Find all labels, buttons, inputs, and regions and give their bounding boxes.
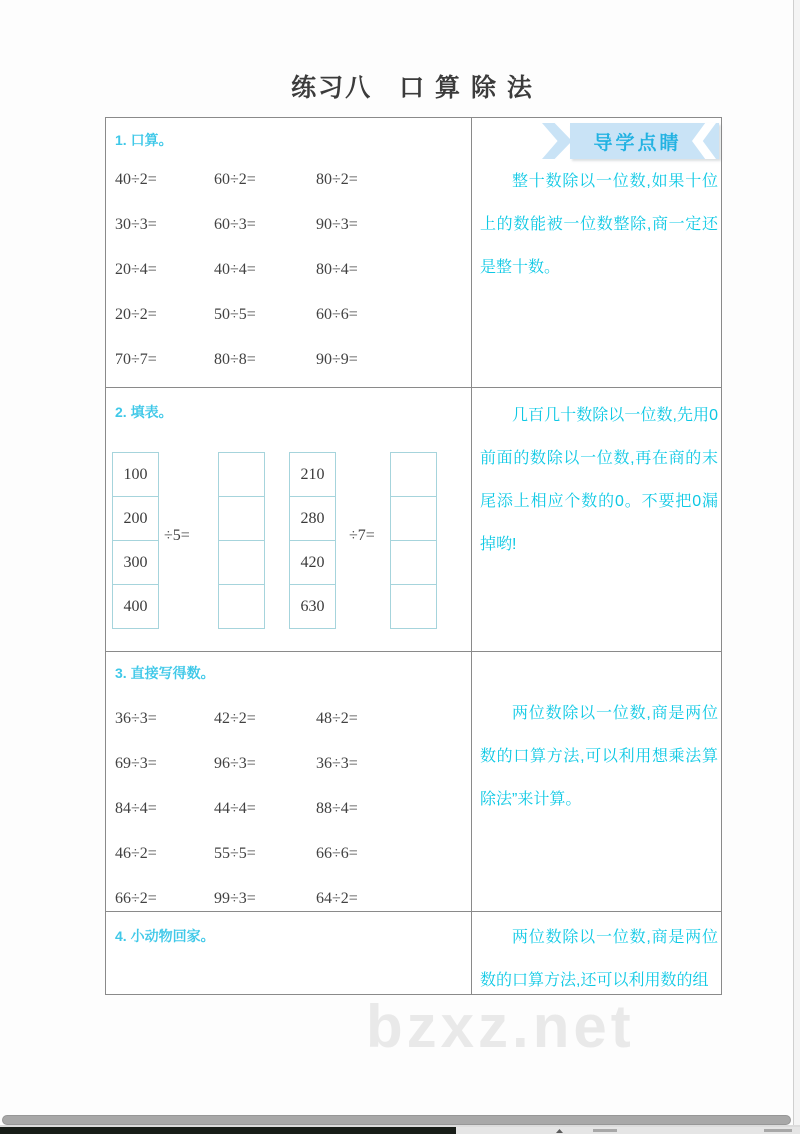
problem: 20÷4=	[115, 261, 157, 278]
bottom-statusbar	[0, 1127, 800, 1134]
problem: 96÷3=	[214, 755, 256, 772]
fill-box-empty	[218, 584, 265, 629]
section3-problems	[115, 710, 460, 908]
problem: 36÷3=	[316, 755, 358, 772]
section4-heading: 4. 小动物回家。	[115, 928, 215, 944]
problem: 50÷5=	[214, 306, 256, 323]
section3-heading: 3. 直接写得数。	[115, 665, 215, 681]
problem: 42÷2=	[214, 710, 256, 727]
fill-box-value: 280	[289, 496, 336, 541]
watermark: bzxz.net	[366, 993, 635, 1060]
fill-box-empty	[390, 584, 437, 629]
fill-box-value: 200	[112, 496, 159, 541]
page-edge-line	[793, 0, 794, 1126]
chevron-left-icon	[692, 123, 716, 159]
caret-up-icon[interactable]	[556, 1129, 563, 1133]
problem: 70÷7=	[115, 351, 157, 368]
problem: 80÷8=	[214, 351, 256, 368]
statusbar-dark-segment	[0, 1127, 456, 1134]
problem: 40÷4=	[214, 261, 256, 278]
page-title: 练习八 口 算 除 法	[291, 74, 534, 102]
problem: 36÷3=	[115, 710, 157, 727]
guide-banner	[542, 123, 719, 159]
fill-column-dividends-left	[112, 452, 159, 629]
problem: 60÷3=	[214, 216, 256, 233]
problem: 99÷3=	[214, 890, 256, 907]
problem: 30÷3=	[115, 216, 157, 233]
fill-box-empty	[390, 540, 437, 585]
fill-box-value: 630	[289, 584, 336, 629]
guide-tip-1: 整十数除以一位数,如果十位上的数能被一位数整除,商一定还是整十数。	[480, 173, 718, 276]
fill-box-value: 100	[112, 452, 159, 497]
problem: 20÷2=	[115, 306, 157, 323]
problem: 90÷9=	[316, 351, 358, 368]
section1-problems	[115, 171, 460, 369]
guide-tip-4: 两位数除以一位数,商是两位数的口算方法,还可以利用数的组	[480, 929, 718, 989]
fill-column-dividends-right	[289, 452, 336, 629]
fill-column-answers-right	[390, 452, 437, 629]
table-divider-row3	[106, 911, 721, 912]
problem: 48÷2=	[316, 710, 358, 727]
fill-box-empty	[218, 496, 265, 541]
fill-column-answers-left	[218, 452, 265, 629]
section2-heading: 2. 填表。	[115, 404, 173, 420]
page-right-margin	[794, 0, 800, 1126]
fill-box-value: 400	[112, 584, 159, 629]
problem: 80÷2=	[316, 171, 358, 188]
statusbar-text-blur	[764, 1129, 792, 1132]
problem: 40÷2=	[115, 171, 157, 188]
problem: 80÷4=	[316, 261, 358, 278]
fill-box-empty	[390, 452, 437, 497]
fill-box-value: 300	[112, 540, 159, 585]
guide-banner-title: 导学点睛	[593, 132, 682, 154]
statusbar-text-blur	[593, 1129, 617, 1132]
table-divider-row1	[106, 387, 721, 388]
worksheet-table	[105, 117, 722, 995]
fill-box-value: 420	[289, 540, 336, 585]
problem: 44÷4=	[214, 800, 256, 817]
problem: 60÷6=	[316, 306, 358, 323]
problem: 66÷6=	[316, 845, 358, 862]
problem: 69÷3=	[115, 755, 157, 772]
problem: 88÷4=	[316, 800, 358, 817]
fill-table	[106, 452, 471, 624]
guide-tip-2: 几百几十数除以一位数,先用0前面的数除以一位数,再在商的末尾添上相应个数的0。不要把0漏掉哟!	[480, 407, 718, 553]
problem: 64÷2=	[316, 890, 358, 907]
problem: 90÷3=	[316, 216, 358, 233]
problem: 46÷2=	[115, 845, 157, 862]
guide-tip-3: 两位数除以一位数,商是两位数的口算方法,可以利用想乘法算除法”来计算。	[480, 705, 718, 808]
problem: 66÷2=	[115, 890, 157, 907]
guide-banner-ribbon	[570, 123, 719, 159]
problem: 55÷5=	[214, 845, 256, 862]
fill-box-empty	[218, 452, 265, 497]
problem: 60÷2=	[214, 171, 256, 188]
fill-box-value: 210	[289, 452, 336, 497]
fill-operator-right: ÷7=	[349, 527, 375, 544]
problem: 84÷4=	[115, 800, 157, 817]
table-divider-row2	[106, 651, 721, 652]
fill-operator-left: ÷5=	[164, 527, 190, 544]
fill-box-empty	[218, 540, 265, 585]
horizontal-scrollbar[interactable]	[2, 1115, 791, 1125]
fill-box-empty	[390, 496, 437, 541]
section1-heading: 1. 口算。	[115, 132, 173, 148]
table-divider-vertical	[471, 118, 472, 994]
chevron-right-icon	[542, 123, 572, 159]
